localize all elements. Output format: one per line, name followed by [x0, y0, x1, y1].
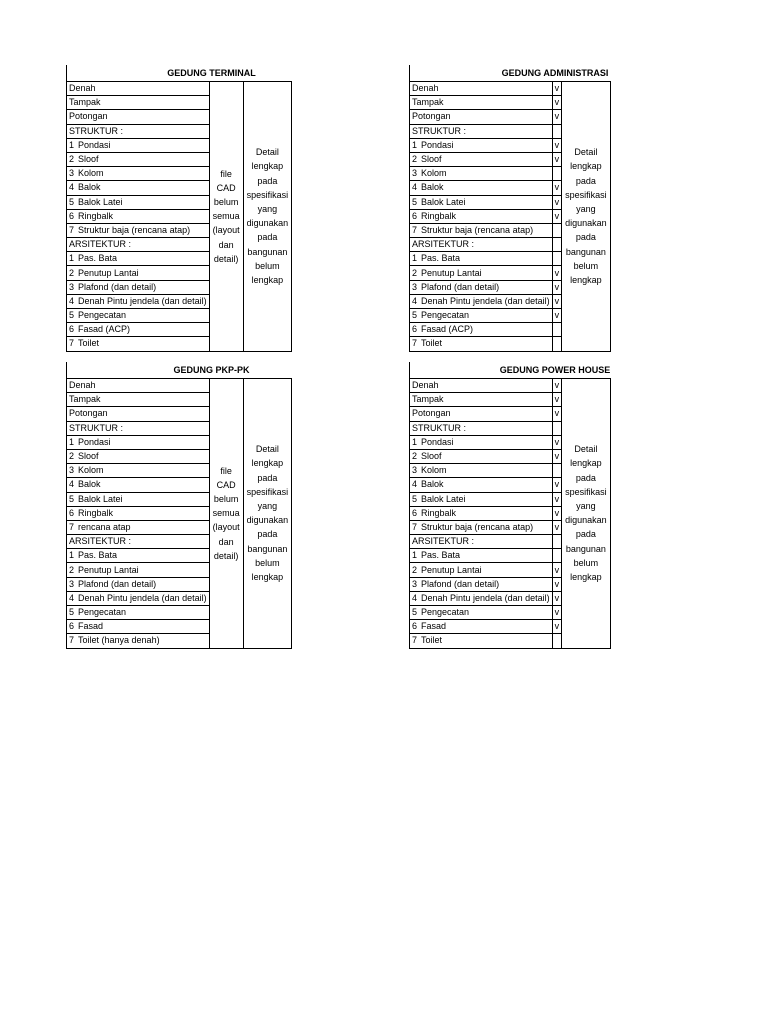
item-label: Balok Latei [419, 492, 552, 506]
item-number: 6 [410, 323, 420, 337]
check-mark [552, 549, 562, 563]
note-line: digunakan [565, 515, 607, 526]
check-mark: v [552, 492, 562, 506]
item-number: 4 [410, 591, 420, 605]
item-number: 5 [67, 492, 77, 506]
item-label: Denah Pintu jendela (dan detail) [76, 591, 209, 605]
check-mark: v [552, 449, 562, 463]
item-number: 2 [67, 152, 77, 166]
note-line: bangunan [565, 543, 606, 554]
check-mark: v [552, 591, 562, 605]
note-line: file CAD [216, 465, 236, 490]
note-line: bangunan [247, 543, 288, 554]
item-number: 3 [67, 577, 77, 591]
check-mark [552, 124, 562, 138]
item-label: Pondasi [76, 435, 209, 449]
item-number: 5 [67, 606, 77, 620]
check-mark: v [552, 280, 562, 294]
check-mark: v [552, 563, 562, 577]
check-mark: v [552, 82, 562, 96]
note-line: pada [257, 232, 278, 243]
item-number: 6 [410, 506, 420, 520]
item-label: Pengecatan [76, 606, 209, 620]
check-mark: v [552, 294, 562, 308]
checklist-table [66, 378, 292, 649]
item-label: rencana atap [76, 520, 209, 534]
note-line: file CAD [216, 168, 236, 193]
item-label: STRUKTUR : [67, 421, 210, 435]
table-row [410, 82, 611, 96]
item-label: Pas. Bata [419, 252, 552, 266]
item-number: 1 [410, 252, 420, 266]
item-number: 2 [67, 449, 77, 463]
block-title: GEDUNG POWER HOUSE [499, 365, 611, 375]
item-label: Toilet [76, 337, 209, 351]
note-line: spesifikasi [246, 486, 289, 497]
check-mark [552, 252, 562, 266]
item-number: 7 [410, 634, 420, 648]
item-number: 2 [410, 266, 420, 280]
check-mark [552, 421, 562, 435]
item-label: Sloof [76, 152, 209, 166]
item-label: Kolom [419, 464, 552, 478]
item-number: 3 [67, 167, 77, 181]
note-line: belum [213, 493, 239, 504]
check-mark [552, 337, 562, 351]
item-number: 6 [67, 506, 77, 520]
item-label: Pondasi [419, 138, 552, 152]
note-line: semua [212, 211, 240, 222]
item-label: Denah [410, 379, 553, 393]
item-number: 7 [410, 520, 420, 534]
item-number: 1 [67, 252, 77, 266]
item-label: Fasad (ACP) [76, 323, 209, 337]
table-row [67, 379, 292, 393]
item-label: ARSITEKTUR : [67, 535, 210, 549]
check-mark: v [552, 152, 562, 166]
note-line: lengkap [570, 275, 602, 286]
note-line: pada [257, 529, 278, 540]
check-mark [552, 223, 562, 237]
item-label: Struktur baja (rencana atap) [419, 520, 552, 534]
block-title: GEDUNG TERMINAL [167, 68, 256, 78]
note-line: lengkap [251, 161, 284, 172]
item-label: Kolom [419, 167, 552, 181]
item-label: Penutup Lantai [419, 266, 552, 280]
checklist-table [66, 81, 292, 352]
note-detail-spesifikasi [243, 379, 292, 649]
item-label: Ringbalk [76, 209, 209, 223]
item-number: 6 [67, 620, 77, 634]
note-line: spesifikasi [246, 189, 289, 200]
item-label: Pas. Bata [76, 549, 209, 563]
item-number: 4 [67, 591, 77, 605]
item-label: Plafond (dan detail) [419, 280, 552, 294]
note-line: bangunan [247, 246, 288, 257]
item-number: 3 [67, 464, 77, 478]
item-number: 1 [410, 138, 420, 152]
check-mark: v [552, 96, 562, 110]
item-number: 5 [67, 309, 77, 323]
checklist-body [410, 82, 611, 352]
item-label: Plafond (dan detail) [419, 577, 552, 591]
note-line: lengkap [251, 275, 284, 286]
note-line: pada [257, 472, 278, 483]
item-number: 6 [67, 323, 77, 337]
note-line: spesifikasi [565, 189, 607, 200]
item-number: 4 [67, 181, 77, 195]
check-mark: v [552, 266, 562, 280]
item-label: Denah Pintu jendela (dan detail) [76, 294, 209, 308]
table-row [67, 82, 292, 96]
note-line: (layout [212, 522, 240, 533]
item-number: 7 [410, 337, 420, 351]
item-label: Toilet (hanya denah) [76, 634, 209, 648]
check-mark [552, 535, 562, 549]
item-label: Pengecatan [76, 309, 209, 323]
note-line: Detail [574, 147, 598, 158]
note-line: bangunan [565, 246, 606, 257]
note-line: pada [575, 472, 596, 483]
item-label: Denah Pintu jendela (dan detail) [419, 591, 552, 605]
item-label: Ringbalk [419, 506, 552, 520]
item-label: Toilet [419, 634, 552, 648]
check-mark: v [552, 379, 562, 393]
note-line: pada [257, 175, 278, 186]
item-label: Fasad (ACP) [419, 323, 552, 337]
item-label: Penutup Lantai [419, 563, 552, 577]
item-number: 1 [410, 435, 420, 449]
item-number: 6 [410, 209, 420, 223]
item-label: Balok [419, 478, 552, 492]
item-number: 1 [67, 138, 77, 152]
item-label: Balok Latei [419, 195, 552, 209]
item-label: ARSITEKTUR : [67, 238, 210, 252]
item-label: Denah [67, 379, 210, 393]
check-mark: v [552, 577, 562, 591]
item-label: Potongan [410, 407, 553, 421]
item-number: 6 [67, 209, 77, 223]
check-mark [552, 464, 562, 478]
item-label: Balok [419, 181, 552, 195]
item-number: 6 [410, 620, 420, 634]
check-mark: v [552, 435, 562, 449]
item-number: 5 [67, 195, 77, 209]
item-number: 3 [410, 464, 420, 478]
table-row [410, 379, 611, 393]
item-number: 3 [410, 167, 420, 181]
item-label: Denah [67, 82, 210, 96]
check-mark: v [552, 195, 562, 209]
check-mark: v [552, 606, 562, 620]
check-mark: v [552, 309, 562, 323]
item-number: 4 [67, 478, 77, 492]
item-number: 5 [410, 492, 420, 506]
item-label: Potongan [67, 110, 210, 124]
item-number: 3 [67, 280, 77, 294]
item-label: Balok [76, 478, 209, 492]
item-label: Tampak [67, 96, 210, 110]
note-line: semua [212, 508, 240, 519]
note-line: belum [573, 557, 599, 568]
note-line: digunakan [565, 218, 607, 229]
item-label: Sloof [419, 449, 552, 463]
item-label: Sloof [76, 449, 209, 463]
item-label: Potongan [67, 407, 210, 421]
item-number: 4 [410, 181, 420, 195]
checklist-body [410, 379, 611, 649]
note-detail-spesifikasi [562, 82, 611, 352]
note-line: dan [218, 239, 234, 250]
item-number: 1 [410, 549, 420, 563]
item-number: 2 [410, 563, 420, 577]
item-label: Kolom [76, 464, 209, 478]
note-line: Detail [255, 444, 279, 455]
item-number: 2 [67, 266, 77, 280]
note-line: lengkap [570, 572, 602, 583]
item-label: Balok Latei [76, 195, 209, 209]
check-mark: v [552, 506, 562, 520]
item-number: 5 [410, 606, 420, 620]
item-label: STRUKTUR : [410, 124, 553, 138]
item-label: Plafond (dan detail) [76, 577, 209, 591]
note-line: belum [255, 260, 280, 271]
note-detail-spesifikasi [562, 379, 611, 649]
item-label: Struktur baja (rencana atap) [76, 223, 209, 237]
item-label: Denah [410, 82, 553, 96]
item-number: 7 [410, 223, 420, 237]
item-label: Denah Pintu jendela (dan detail) [419, 294, 552, 308]
item-label: Penutup Lantai [76, 266, 209, 280]
note-line: yang [576, 501, 596, 512]
checklist-table [409, 81, 611, 352]
item-label: Fasad [419, 620, 552, 634]
item-label: Pengecatan [419, 606, 552, 620]
note-line: (layout [212, 225, 240, 236]
note-line: spesifikasi [565, 486, 607, 497]
note-line: yang [257, 204, 278, 215]
item-number: 3 [410, 280, 420, 294]
note-line: pada [575, 175, 596, 186]
checklist-table [409, 378, 611, 649]
note-line: Detail [574, 444, 598, 455]
item-label: STRUKTUR : [67, 124, 210, 138]
item-label: Struktur baja (rencana atap) [419, 223, 552, 237]
note-line: lengkap [570, 458, 602, 469]
item-label: Penutup Lantai [76, 563, 209, 577]
block-title: GEDUNG ADMINISTRASI [501, 68, 609, 78]
item-label: Balok [76, 181, 209, 195]
check-mark [552, 634, 562, 648]
item-number: 7 [67, 634, 77, 648]
note-line: detail) [213, 550, 239, 561]
note-line: lengkap [251, 458, 284, 469]
check-mark [552, 323, 562, 337]
note-line: belum [255, 557, 280, 568]
item-number: 2 [67, 563, 77, 577]
check-mark: v [552, 181, 562, 195]
note-line: digunakan [246, 218, 289, 229]
item-number: 5 [410, 195, 420, 209]
check-mark: v [552, 209, 562, 223]
item-label: Pondasi [76, 138, 209, 152]
note-line: belum [573, 260, 599, 271]
note-line: belum [213, 196, 239, 207]
item-label: Tampak [410, 393, 553, 407]
item-label: Toilet [419, 337, 552, 351]
note-line: Detail [255, 147, 279, 158]
item-number: 4 [67, 294, 77, 308]
note-line: detail) [213, 253, 239, 264]
note-line: yang [257, 501, 278, 512]
item-number: 4 [410, 478, 420, 492]
block-title: GEDUNG PKP-PK [173, 365, 250, 375]
item-number: 3 [410, 577, 420, 591]
item-number: 1 [67, 549, 77, 563]
note-line: dan [218, 536, 234, 547]
note-line: pada [575, 232, 596, 243]
note-line: digunakan [246, 515, 289, 526]
check-mark [552, 167, 562, 181]
check-mark: v [552, 393, 562, 407]
item-number: 2 [410, 449, 420, 463]
item-label: Sloof [419, 152, 552, 166]
item-label: Pengecatan [419, 309, 552, 323]
note-line: lengkap [251, 572, 284, 583]
item-number: 5 [410, 309, 420, 323]
item-label: Balok Latei [76, 492, 209, 506]
item-number: 2 [410, 152, 420, 166]
check-mark: v [552, 620, 562, 634]
check-mark: v [552, 138, 562, 152]
note-line: lengkap [570, 161, 602, 172]
item-label: ARSITEKTUR : [410, 238, 553, 252]
note-file-cad [209, 82, 243, 352]
item-number: 1 [67, 435, 77, 449]
item-number: 7 [67, 520, 77, 534]
item-label: Ringbalk [76, 506, 209, 520]
item-label: STRUKTUR : [410, 421, 553, 435]
check-mark [552, 238, 562, 252]
check-mark: v [552, 407, 562, 421]
item-label: Plafond (dan detail) [76, 280, 209, 294]
item-label: Pas. Bata [419, 549, 552, 563]
item-number: 7 [67, 337, 77, 351]
item-label: Pondasi [419, 435, 552, 449]
item-label: Kolom [76, 167, 209, 181]
item-label: Potongan [410, 110, 553, 124]
check-mark: v [552, 520, 562, 534]
item-label: Tampak [67, 393, 210, 407]
note-line: yang [576, 204, 596, 215]
item-label: Ringbalk [419, 209, 552, 223]
checklist-body [67, 379, 292, 649]
item-number: 4 [410, 294, 420, 308]
item-label: Tampak [410, 96, 553, 110]
item-label: ARSITEKTUR : [410, 535, 553, 549]
check-mark: v [552, 110, 562, 124]
item-label: Fasad [76, 620, 209, 634]
item-label: Pas. Bata [76, 252, 209, 266]
note-detail-spesifikasi [243, 82, 292, 352]
note-file-cad [209, 379, 243, 649]
checklist-body [67, 82, 292, 352]
note-line: pada [575, 529, 596, 540]
item-number: 7 [67, 223, 77, 237]
check-mark: v [552, 478, 562, 492]
